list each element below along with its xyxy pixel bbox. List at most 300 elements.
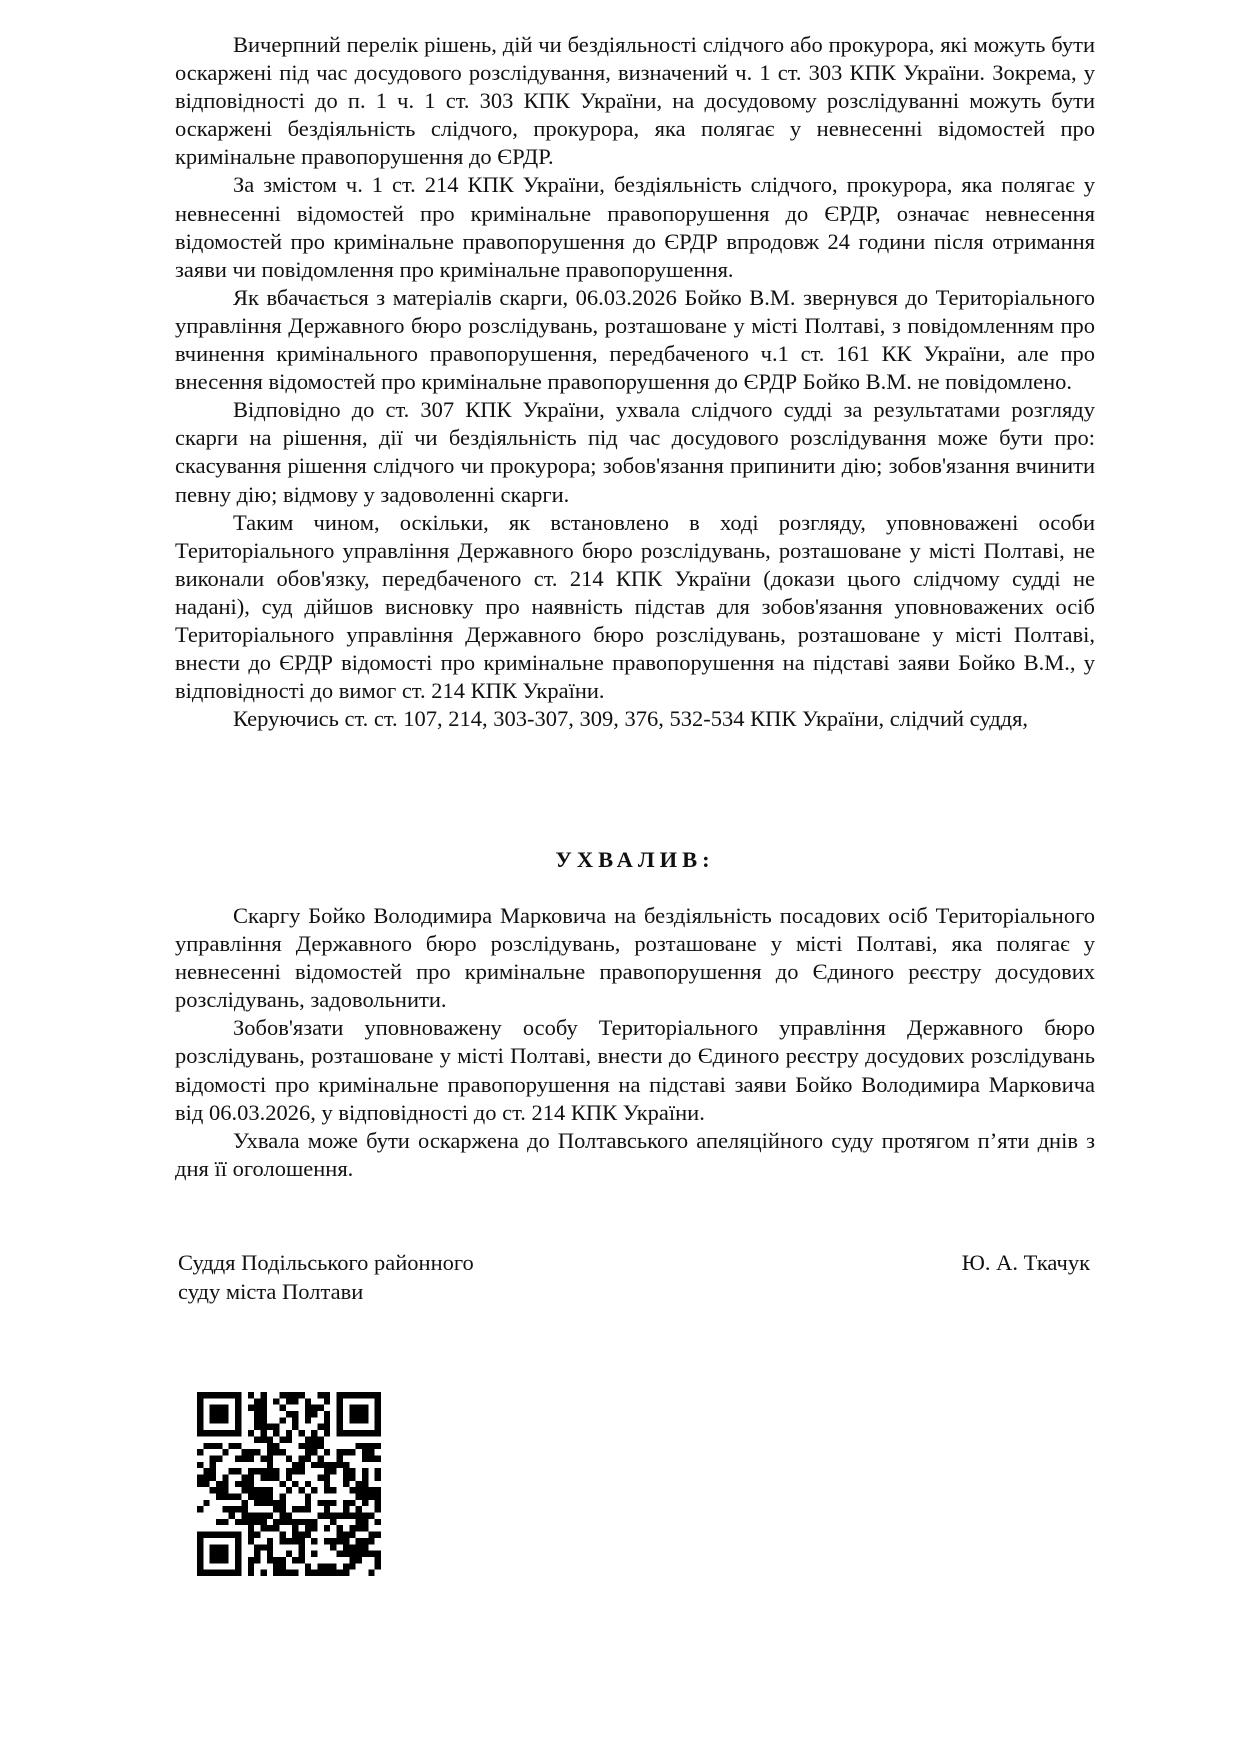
qr-module (210, 1455, 216, 1461)
qr-module (368, 1449, 374, 1455)
qr-module (235, 1532, 241, 1538)
qr-module (337, 1449, 343, 1455)
qr-module (248, 1455, 254, 1461)
qr-module (273, 1449, 279, 1455)
qr-module (216, 1494, 222, 1500)
qr-module (216, 1532, 222, 1538)
qr-module (292, 1392, 298, 1398)
qr-module (273, 1474, 279, 1480)
qr-module (318, 1424, 324, 1430)
qr-module (349, 1513, 355, 1519)
qr-module (210, 1430, 216, 1436)
qr-module (197, 1570, 203, 1576)
qr-module (362, 1455, 368, 1461)
qr-module (273, 1398, 279, 1404)
qr-module (311, 1430, 317, 1436)
qr-module (362, 1494, 368, 1500)
qr-module (229, 1392, 235, 1398)
qr-module (311, 1405, 317, 1411)
qr-module (210, 1532, 216, 1538)
qr-module (343, 1449, 349, 1455)
qr-module (203, 1392, 209, 1398)
qr-module (375, 1474, 381, 1480)
qr-module (235, 1557, 241, 1563)
qr-module (286, 1551, 292, 1557)
qr-module (330, 1487, 336, 1493)
qr-module (362, 1487, 368, 1493)
qr-module (337, 1430, 343, 1436)
qr-module (241, 1455, 247, 1461)
qr-module (324, 1411, 330, 1417)
qr-module (241, 1474, 247, 1480)
qr-module (375, 1494, 381, 1500)
qr-module (375, 1411, 381, 1417)
qr-module (375, 1398, 381, 1404)
qr-module (260, 1411, 266, 1417)
qr-module (197, 1424, 203, 1430)
qr-module (286, 1430, 292, 1436)
qr-module (305, 1443, 311, 1449)
qr-module (368, 1392, 374, 1398)
qr-module (311, 1519, 317, 1525)
qr-module (368, 1494, 374, 1500)
qr-module (241, 1500, 247, 1506)
qr-module (254, 1405, 260, 1411)
qr-module (216, 1557, 222, 1563)
qr-module (216, 1544, 222, 1550)
qr-module (299, 1455, 305, 1461)
qr-module (311, 1436, 317, 1442)
qr-module (337, 1455, 343, 1461)
qr-module (343, 1430, 349, 1436)
qr-module (324, 1487, 330, 1493)
qr-module (349, 1525, 355, 1531)
qr-module (337, 1538, 343, 1544)
qr-module (305, 1525, 311, 1531)
qr-module (203, 1532, 209, 1538)
qr-module (260, 1494, 266, 1500)
qr-module (248, 1525, 254, 1531)
qr-module (235, 1538, 241, 1544)
qr-module (286, 1455, 292, 1461)
qr-module (286, 1436, 292, 1442)
qr-module (197, 1392, 203, 1398)
qr-module (292, 1462, 298, 1468)
qr-module (343, 1474, 349, 1480)
qr-module (267, 1436, 273, 1442)
qr-module (343, 1481, 349, 1487)
qr-module (349, 1468, 355, 1474)
qr-module (248, 1405, 254, 1411)
qr-module (210, 1405, 216, 1411)
qr-module (305, 1500, 311, 1506)
qr-module (197, 1430, 203, 1436)
qr-module (279, 1532, 285, 1538)
qr-module (260, 1500, 266, 1506)
qr-module (267, 1468, 273, 1474)
qr-module (362, 1525, 368, 1531)
qr-module (273, 1570, 279, 1576)
qr-module (343, 1513, 349, 1519)
qr-module (267, 1557, 273, 1563)
qr-module (356, 1525, 362, 1531)
qr-module (362, 1551, 368, 1557)
qr-module (343, 1506, 349, 1512)
qr-module (254, 1551, 260, 1557)
qr-module (324, 1474, 330, 1480)
qr-module (254, 1424, 260, 1430)
qr-module (337, 1392, 343, 1398)
qr-module (279, 1405, 285, 1411)
qr-module (305, 1405, 311, 1411)
qr-module (286, 1468, 292, 1474)
qr-module (311, 1443, 317, 1449)
qr-module (260, 1474, 266, 1480)
qr-module (349, 1551, 355, 1557)
judge-position (178, 1249, 1092, 1306)
qr-module (368, 1430, 374, 1436)
qr-module (349, 1474, 355, 1480)
qr-module (222, 1506, 228, 1512)
qr-module (279, 1519, 285, 1525)
qr-module (229, 1570, 235, 1576)
qr-module (330, 1544, 336, 1550)
qr-module (292, 1417, 298, 1423)
qr-module (349, 1392, 355, 1398)
qr-module (368, 1487, 374, 1493)
qr-module (299, 1468, 305, 1474)
qr-module (216, 1487, 222, 1493)
qr-module (375, 1443, 381, 1449)
qr-module (260, 1398, 266, 1404)
qr-module (311, 1538, 317, 1544)
qr-module (299, 1519, 305, 1525)
qr-module (292, 1519, 298, 1525)
qr-module (330, 1538, 336, 1544)
qr-module (248, 1563, 254, 1569)
qr-module (375, 1506, 381, 1512)
qr-module (235, 1544, 241, 1550)
judge-name: Ю. А. Ткачук (961, 1250, 1090, 1275)
qr-module (216, 1481, 222, 1487)
qr-module (368, 1538, 374, 1544)
qr-module (318, 1474, 324, 1480)
qr-module (343, 1392, 349, 1398)
qr-module (330, 1570, 336, 1576)
qr-module (356, 1405, 362, 1411)
qr-module (273, 1519, 279, 1525)
qr-module (248, 1430, 254, 1436)
qr-module (286, 1487, 292, 1493)
qr-module (203, 1430, 209, 1436)
qr-module (254, 1449, 260, 1455)
qr-module (273, 1500, 279, 1506)
qr-module (292, 1398, 298, 1404)
qr-module (273, 1557, 279, 1563)
qr-module (241, 1513, 247, 1519)
qr-module (203, 1468, 209, 1474)
qr-module (248, 1487, 254, 1493)
decision-oblige-entry: Зобов'язати уповноважену особу Територіального управління Державного бюро розслідувань, розташоване у місті Полтаві, внести до Єдиного реєстру досудових розслідувань відомості про кримінальне правопорушення на підставі заяви Бойко Володимира Марковича від 06.03.2026, у відповідності до ст. 214 КПК України. (175, 1015, 1095, 1125)
qr-module (222, 1544, 228, 1550)
qr-module (248, 1468, 254, 1474)
qr-module (299, 1430, 305, 1436)
qr-module (311, 1551, 317, 1557)
qr-module (222, 1392, 228, 1398)
qr-module (324, 1570, 330, 1576)
qr-module (356, 1417, 362, 1423)
qr-module (216, 1519, 222, 1525)
qr-module (324, 1468, 330, 1474)
qr-module (229, 1532, 235, 1538)
qr-module (260, 1455, 266, 1461)
qr-module (267, 1474, 273, 1480)
qr-module (267, 1455, 273, 1461)
qr-module (375, 1417, 381, 1423)
qr-module (203, 1570, 209, 1576)
qr-module (235, 1494, 241, 1500)
qr-module (337, 1570, 343, 1576)
qr-module (260, 1487, 266, 1493)
qr-module (337, 1462, 343, 1468)
qr-module (330, 1500, 336, 1506)
qr-module (279, 1513, 285, 1519)
qr-module (375, 1557, 381, 1563)
qr-module (235, 1392, 241, 1398)
qr-module (197, 1544, 203, 1550)
qr-module (318, 1455, 324, 1461)
qr-module (229, 1494, 235, 1500)
qr-module (279, 1481, 285, 1487)
qr-module (311, 1449, 317, 1455)
qr-module (235, 1455, 241, 1461)
qr-module (279, 1494, 285, 1500)
qr-module (356, 1538, 362, 1544)
qr-module (254, 1398, 260, 1404)
decision-grant-complaint: Скаргу Бойко Володимира Марковича на бездіяльність посадових осіб Територіального управління Державного бюро розслідувань, розташоване у місті Полтаві, яка полягає у невнесенні відомостей про кримінальне правопорушення до Єдиного реєстру досудових розслідувань, задовольнити. (175, 903, 1095, 1013)
qr-module (362, 1443, 368, 1449)
qr-module (248, 1519, 254, 1525)
qr-module (267, 1551, 273, 1557)
qr-module (222, 1449, 228, 1455)
qr-module (362, 1417, 368, 1423)
qr-module (210, 1544, 216, 1550)
qr-module (235, 1481, 241, 1487)
qr-module (343, 1563, 349, 1569)
qr-module (305, 1436, 311, 1442)
qr-module (318, 1443, 324, 1449)
qr-module (343, 1544, 349, 1550)
qr-module (260, 1513, 266, 1519)
qr-module (254, 1544, 260, 1550)
qr-module (254, 1513, 260, 1519)
qr-module (362, 1430, 368, 1436)
qr-module (203, 1443, 209, 1449)
decision-appeal-notice: Ухвала може бути оскаржена до Полтавського апеляційного суду протягом п’яти днів з дня її оголошення. (175, 1127, 1095, 1181)
qr-module (254, 1519, 260, 1525)
qr-module (248, 1474, 254, 1480)
qr-module (362, 1513, 368, 1519)
qr-module (254, 1500, 260, 1506)
qr-module (197, 1417, 203, 1423)
qr-module (362, 1544, 368, 1550)
qr-module (292, 1481, 298, 1487)
qr-module (362, 1481, 368, 1487)
signature-block (178, 1249, 1092, 1306)
qr-module (311, 1411, 317, 1417)
qr-module (324, 1525, 330, 1531)
qr-module (254, 1532, 260, 1538)
paragraph-inaction-definition: За змістом ч. 1 ст. 214 КПК України, бездіяльність слідчого, прокурора, яка полягає у невнесенні відомостей про кримінальне правопорушення до ЄРДР, означає невнесення відомостей про кримінальне правопорушення до ЄРДР впродовж 24 години після отримання заяви чи повідомлення про кримінальне правопорушення. (175, 172, 1095, 282)
qr-module (292, 1570, 298, 1576)
qr-module (222, 1532, 228, 1538)
qr-module (299, 1557, 305, 1563)
qr-module (248, 1513, 254, 1519)
qr-module (241, 1487, 247, 1493)
qr-module (197, 1481, 203, 1487)
qr-module (248, 1449, 254, 1455)
qr-module (356, 1392, 362, 1398)
qr-module (248, 1392, 254, 1398)
qr-module (248, 1538, 254, 1544)
qr-module (279, 1436, 285, 1442)
qr-module (356, 1411, 362, 1417)
qr-module (299, 1532, 305, 1538)
qr-module (197, 1462, 203, 1468)
qr-module (356, 1557, 362, 1563)
qr-module (235, 1417, 241, 1423)
qr-module (299, 1506, 305, 1512)
qr-module (368, 1551, 374, 1557)
qr-module (203, 1481, 209, 1487)
qr-module (356, 1481, 362, 1487)
qr-module (260, 1570, 266, 1576)
qr-module (286, 1519, 292, 1525)
qr-module (222, 1557, 228, 1563)
qr-module (267, 1500, 273, 1506)
qr-module (197, 1563, 203, 1569)
qr-module (279, 1449, 285, 1455)
qr-module (305, 1570, 311, 1576)
qr-module (273, 1443, 279, 1449)
qr-module (279, 1506, 285, 1512)
qr-module (260, 1468, 266, 1474)
qr-module (197, 1532, 203, 1538)
qr-module (222, 1481, 228, 1487)
qr-module (292, 1506, 298, 1512)
qr-module (197, 1506, 203, 1512)
qr-module (368, 1532, 374, 1538)
qr-module (235, 1398, 241, 1404)
qr-module (337, 1532, 343, 1538)
qr-module (235, 1405, 241, 1411)
qr-module (273, 1506, 279, 1512)
qr-module (241, 1519, 247, 1525)
qr-module (267, 1544, 273, 1550)
qr-module (222, 1417, 228, 1423)
qr-module (197, 1538, 203, 1544)
qr-module (210, 1443, 216, 1449)
qr-module (248, 1494, 254, 1500)
qr-module (356, 1519, 362, 1525)
qr-module (292, 1557, 298, 1563)
qr-module (210, 1487, 216, 1493)
qr-module (324, 1500, 330, 1506)
qr-module (337, 1551, 343, 1557)
qr-module (222, 1519, 228, 1525)
qr-module (362, 1449, 368, 1455)
qr-module (349, 1487, 355, 1493)
qr-module (299, 1551, 305, 1557)
qr-module (305, 1417, 311, 1423)
qr-module (305, 1455, 311, 1461)
qr-module (324, 1538, 330, 1544)
qr-module (222, 1474, 228, 1480)
qr-module (260, 1544, 266, 1550)
qr-module (235, 1430, 241, 1436)
qr-module (260, 1424, 266, 1430)
qr-module (235, 1563, 241, 1569)
qr-module (197, 1405, 203, 1411)
qr-module (254, 1468, 260, 1474)
qr-code-graphic (197, 1392, 381, 1576)
qr-module (362, 1392, 368, 1398)
qr-module (324, 1462, 330, 1468)
qr-module (210, 1417, 216, 1423)
qr-module (324, 1424, 330, 1430)
qr-module (305, 1532, 311, 1538)
qr-module (324, 1417, 330, 1423)
qr-module (216, 1551, 222, 1557)
qr-module (299, 1487, 305, 1493)
qr-module (349, 1405, 355, 1411)
qr-module (197, 1398, 203, 1404)
qr-module (324, 1506, 330, 1512)
qr-module (375, 1468, 381, 1474)
qr-module (222, 1411, 228, 1417)
judge-position-line-1: Суддя Подільського районного (178, 1250, 474, 1275)
qr-module (286, 1411, 292, 1417)
qr-module (330, 1519, 336, 1525)
qr-module (254, 1417, 260, 1423)
qr-module (286, 1570, 292, 1576)
qr-module (299, 1443, 305, 1449)
qr-module (216, 1405, 222, 1411)
judge-position-line-2: суду міста Полтави (178, 1278, 364, 1304)
qr-module (349, 1544, 355, 1550)
qr-module (279, 1500, 285, 1506)
qr-module (279, 1557, 285, 1563)
qr-module (318, 1513, 324, 1519)
qr-module (305, 1494, 311, 1500)
qr-module (273, 1563, 279, 1569)
qr-module (197, 1411, 203, 1417)
qr-module (279, 1538, 285, 1544)
qr-module (362, 1411, 368, 1417)
qr-module (337, 1411, 343, 1417)
qr-module (318, 1570, 324, 1576)
paragraph-legal-basis: Керуючись ст. ст. 107, 214, 303-307, 309, 376, 532-534 КПК України, слідчий суддя, (233, 706, 1029, 732)
qr-module (375, 1563, 381, 1569)
qr-module (375, 1424, 381, 1430)
qr-module (299, 1538, 305, 1544)
qr-module (337, 1398, 343, 1404)
qr-module (222, 1494, 228, 1500)
qr-module (254, 1436, 260, 1442)
qr-module (222, 1430, 228, 1436)
qr-module (267, 1538, 273, 1544)
qr-module (318, 1500, 324, 1506)
